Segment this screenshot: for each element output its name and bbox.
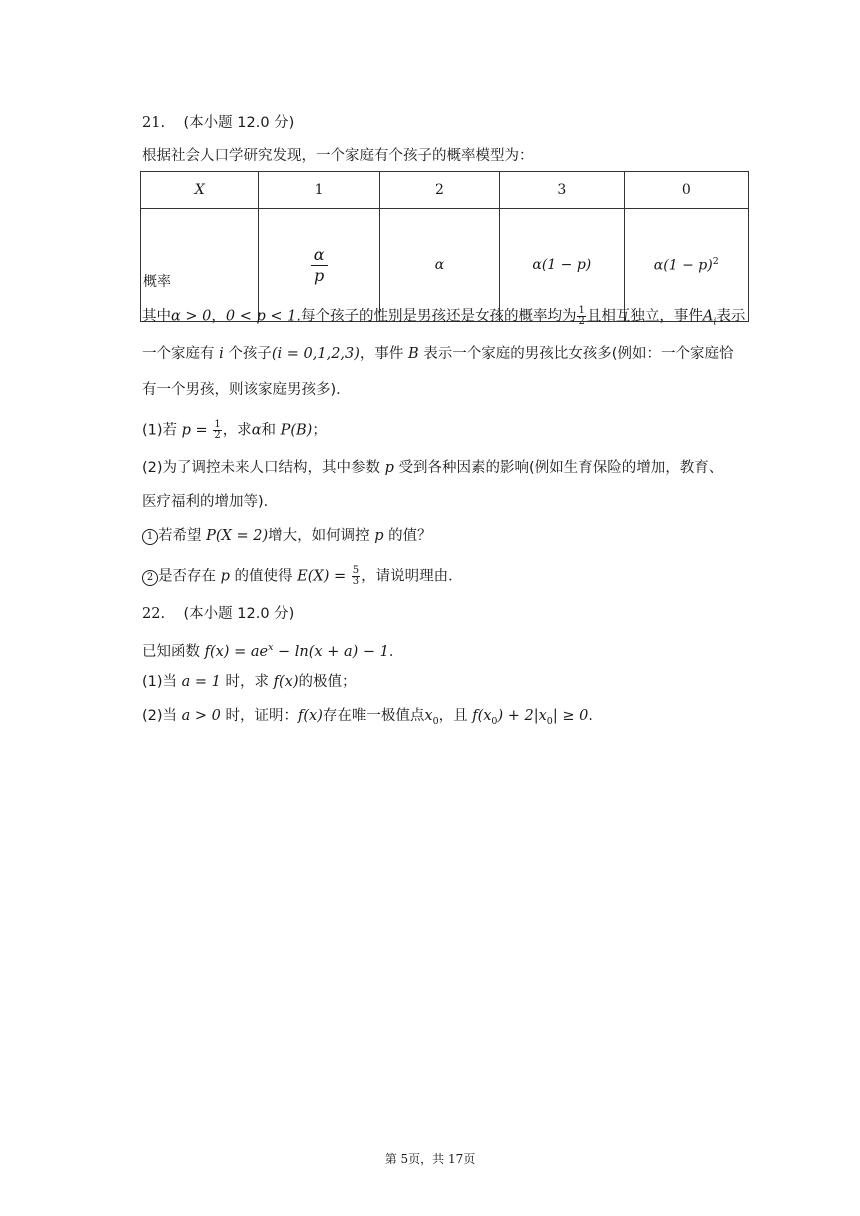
- math: f(x: [472, 708, 492, 724]
- text: 增大，如何调控: [268, 528, 375, 544]
- fraction-numerator: α: [311, 245, 328, 266]
- math: i: [219, 346, 224, 362]
- question-number: 21.: [142, 115, 166, 131]
- question-21-intro: 根据社会人口学研究发现，一个家庭有个孩子的概率模型为：: [142, 148, 534, 164]
- question-21-paragraph-line-1: [142, 306, 745, 332]
- question-21-part-2: [142, 566, 463, 587]
- text: (1)若: [142, 422, 182, 439]
- math: α: [251, 422, 262, 439]
- text: 是否存在: [158, 568, 221, 585]
- math: f(x): [273, 674, 299, 690]
- probability-table: [140, 171, 749, 322]
- text: 时，求: [220, 674, 274, 690]
- math: A: [702, 308, 714, 325]
- fraction-half: [213, 420, 221, 441]
- table-row: [141, 172, 749, 209]
- fraction-numerator: 5: [352, 565, 360, 576]
- math: B: [408, 346, 419, 362]
- question-21-subquestion-2: [142, 458, 723, 478]
- text: 表示: [716, 308, 746, 325]
- fraction-half: [577, 306, 585, 327]
- table-header-x: X: [141, 172, 259, 209]
- fraction-numerator: 1: [214, 419, 221, 430]
- math: a > 0: [181, 708, 221, 724]
- subscript: 0: [432, 715, 439, 727]
- question-22-subquestion-1: [142, 672, 356, 692]
- question-21-paragraph-line-3: 有一个男孩，则该家庭男孩多)．: [142, 382, 351, 398]
- math: α > 0: [171, 308, 212, 325]
- math: p: [220, 568, 230, 585]
- page-footer: 第 5页，共 17页: [384, 1152, 476, 1166]
- math: f(x): [298, 708, 323, 724]
- table-cell: α(1 − p): [500, 209, 624, 322]
- question-21-part-1: [142, 526, 432, 546]
- math: p: [384, 460, 394, 476]
- math: p: [374, 528, 384, 544]
- math: − ln(x + a) − 1: [273, 643, 389, 660]
- circled-number: 2: [142, 570, 158, 586]
- math: ) + 2|x: [497, 708, 547, 724]
- table-cell: 2: [379, 172, 499, 209]
- text: 的值使得: [229, 568, 298, 585]
- subscript: i: [713, 316, 717, 328]
- question-21-subquestion-1: [142, 420, 327, 441]
- table-cell: 0: [624, 172, 748, 209]
- table-row: [141, 209, 749, 322]
- subscript: 0: [491, 715, 498, 727]
- question-21-paragraph-line-2: [142, 344, 733, 364]
- text: ，: [211, 308, 226, 325]
- table-row-label: 概率: [141, 209, 259, 322]
- text: (2)为了调控未来人口结构，其中参数: [142, 460, 385, 476]
- math: p =: [181, 422, 213, 439]
- question-22-statement: [142, 638, 403, 662]
- prob-expression: α(1 − p): [653, 257, 713, 274]
- text: .每个孩子的性别是男孩还是女孩的概率均为: [296, 308, 577, 325]
- math: E(X) =: [297, 568, 351, 585]
- math: (i = 0,1,2,3): [271, 346, 360, 362]
- fraction-denominator: 3: [352, 576, 360, 587]
- text: 若希望: [158, 528, 207, 544]
- text: 其中: [142, 308, 171, 325]
- text: 表示一个家庭的男孩比女孩多(例如：一个家庭恰: [418, 346, 734, 362]
- table-cell: 1: [259, 172, 379, 209]
- fraction-denominator: 2: [214, 430, 221, 441]
- text: 存在唯一极值点: [322, 708, 425, 724]
- superscript: x: [268, 642, 274, 653]
- table-cell: [624, 209, 748, 322]
- subscript: 0: [546, 715, 553, 727]
- fraction-denominator: p: [313, 265, 325, 285]
- text: 的值？: [383, 528, 432, 544]
- text: ，且: [438, 708, 473, 724]
- text: 时，证明：: [220, 708, 299, 724]
- text: 的极值；: [298, 674, 357, 690]
- math: x: [424, 708, 433, 724]
- fraction-five-thirds: [352, 566, 360, 587]
- text: 受到各种因素的影响(例如生育保险的增加，教育、: [393, 460, 724, 476]
- fraction: [311, 245, 328, 286]
- text: 且相互独立，事件: [586, 308, 703, 325]
- question-22-subquestion-2: [142, 706, 603, 732]
- text: ；: [312, 422, 327, 439]
- text: 个孩子: [223, 346, 272, 362]
- table-cell: α: [379, 209, 499, 322]
- text: ，求: [222, 422, 252, 439]
- text: 和: [261, 422, 281, 439]
- text: 已知函数: [142, 643, 205, 660]
- circled-number: 1: [142, 529, 158, 545]
- question-number: 22.: [142, 606, 166, 622]
- text: (1)当: [142, 674, 182, 690]
- math: a = 1: [181, 674, 221, 690]
- question-score: (本小题 12.0 分): [183, 606, 295, 622]
- math: | ≥ 0: [552, 708, 589, 724]
- text: ．: [388, 643, 404, 660]
- text: 一个家庭有: [142, 346, 220, 362]
- text: (2)当: [142, 708, 182, 724]
- question-21-subquestion-2-line-2: 医疗福利的增加等)．: [142, 494, 279, 510]
- math: f(x) = ae: [204, 643, 269, 660]
- math: 0 < p < 1: [225, 308, 297, 325]
- fraction-denominator: 2: [578, 316, 585, 327]
- table-cell: [259, 209, 379, 322]
- exponent: 2: [712, 256, 719, 268]
- text: ．: [588, 708, 603, 724]
- question-21-header: [142, 113, 294, 133]
- question-22-header: [142, 604, 294, 624]
- question-score: (本小题 12.0 分): [183, 115, 295, 131]
- table-cell: 3: [500, 172, 624, 209]
- math: P(B): [280, 422, 313, 439]
- fraction-numerator: 1: [578, 305, 585, 316]
- text: ，请说明理由．: [361, 568, 463, 585]
- math: P(X = 2): [206, 528, 269, 544]
- text: ，事件: [359, 346, 409, 362]
